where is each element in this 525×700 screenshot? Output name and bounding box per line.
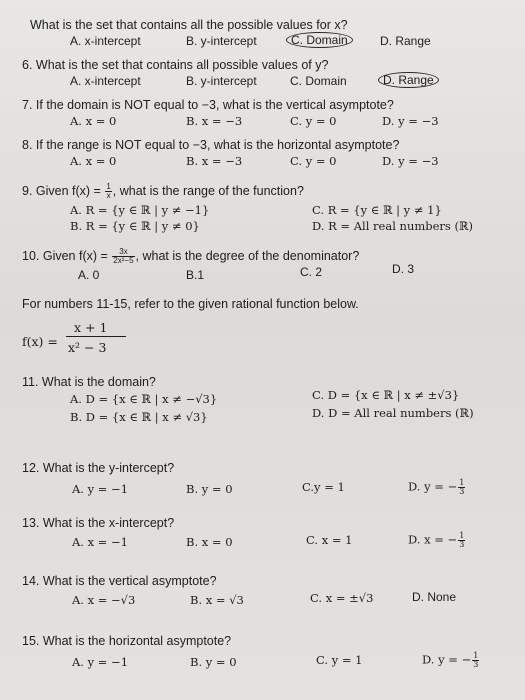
q10-prefix: 10. Given f(x) = [22,248,108,263]
q10-option-c[interactable]: C. 2 [300,265,323,279]
q12-option-a[interactable]: A. y = −1 [72,482,129,496]
q12-option-b[interactable]: B. y = 0 [186,482,233,496]
q10-fraction-numerator: 3x [112,248,134,257]
q5-option-b[interactable]: B. y-intercept [186,34,257,48]
q10-option-a[interactable]: A. 0 [78,268,100,282]
q9-option-b[interactable]: B. R = {y ∈ ℝ | y ≠ 0} [70,219,200,233]
q10-suffix: , what is the degree of the denominator? [135,248,360,263]
question-10 [22,248,359,265]
q15-option-c[interactable]: C. y = 1 [316,653,363,667]
q13-option-a[interactable]: A. x = −1 [72,535,129,549]
q9-fraction-numerator: 1 [106,182,111,191]
q10-option-d[interactable]: D. 3 [392,262,415,276]
q9-option-c[interactable]: C. R = {y ∈ ℝ | y ≠ 1} [312,203,442,217]
q7-option-a[interactable]: A. x = 0 [70,114,117,128]
function-denominator: x² − 3 [68,340,107,355]
q11-option-a[interactable]: A. D = {x ∈ ℝ | x ≠ −√3} [70,392,218,406]
q8-option-c[interactable]: C. y = 0 [290,154,337,168]
q12-option-d-fraction [458,479,465,496]
function-numerator: x + 1 [74,320,108,335]
q5-option-c-circled[interactable] [286,33,353,47]
q9-option-a[interactable]: A. R = {y ∈ ℝ | y ≠ −1} [70,203,210,217]
question-6: 6. What is the set that contains all possible values of y? [22,58,329,72]
q12-d-numerator: 1 [459,478,465,487]
q14-option-c[interactable]: C. x = ±√3 [310,591,374,605]
q14-option-a[interactable]: A. x = −√3 [72,593,136,607]
q11-option-c[interactable]: C. D = {x ∈ ℝ | x ≠ ±√3} [312,388,460,402]
q13-option-d-fraction [458,532,465,549]
q9-fraction-denominator: x [106,191,111,200]
q5-option-c[interactable]: C. Domain [286,32,353,48]
q15-option-a[interactable]: A. y = −1 [72,655,129,669]
q7-option-d[interactable]: D. y = −3 [382,114,439,128]
q10-fraction [112,248,134,265]
instruction-11-15: For numbers 11-15, refer to the given rational function below. [22,297,359,311]
question-12: 12. What is the y-intercept? [22,461,175,475]
q9-prefix: 9. Given f(x) = [22,183,101,198]
question-5: What is the set that contains all the possible values for x? [30,18,348,32]
q8-option-a[interactable]: A. x = 0 [70,154,117,168]
question-8: 8. If the range is NOT equal to −3, what is the horizontal asymptote? [22,138,400,152]
q7-option-b[interactable]: B. x = −3 [186,114,243,128]
question-7: 7. If the domain is NOT equal to −3, what is the vertical asymptote? [22,98,394,112]
q15-option-d-prefix: D. y = − [422,652,472,667]
question-14: 14. What is the vertical asymptote? [22,574,217,588]
q13-option-c[interactable]: C. x = 1 [306,533,353,547]
q6-option-d[interactable]: D. Range [378,72,439,88]
q9-fraction [105,183,111,200]
q15-d-numerator: 1 [473,651,479,660]
q6-option-d-circled[interactable] [378,73,439,87]
q8-option-b[interactable]: B. x = −3 [186,154,243,168]
function-lhs: f(x) = [22,334,58,349]
q5-option-a[interactable]: A. x-intercept [70,34,141,48]
question-15: 15. What is the horizontal asymptote? [22,634,232,648]
q14-option-d[interactable]: D. None [412,590,457,604]
function-fraction-bar [66,336,126,337]
q6-option-b[interactable]: B. y-intercept [186,74,257,88]
question-11: 11. What is the domain? [22,375,156,389]
q9-option-d[interactable]: D. R = All real numbers (ℝ) [312,219,474,233]
q12-option-d-prefix: D. y = − [408,479,458,494]
q15-option-d[interactable] [422,652,480,669]
q15-option-d-fraction [472,652,479,669]
q14-option-b[interactable]: B. x = √3 [190,593,244,607]
question-9 [22,183,304,200]
q13-option-d-prefix: D. x = − [408,532,458,547]
q13-d-numerator: 1 [459,531,465,540]
q7-option-c[interactable]: C. y = 0 [290,114,337,128]
q12-option-d[interactable] [408,479,466,496]
q9-suffix: , what is the range of the function? [112,183,304,198]
question-13: 13. What is the x-intercept? [22,516,175,530]
q13-option-b[interactable]: B. x = 0 [186,535,233,549]
q15-option-b[interactable]: B. y = 0 [190,655,237,669]
q8-option-d[interactable]: D. y = −3 [382,154,439,168]
q15-d-denominator: 3 [473,660,479,669]
q6-option-c[interactable]: C. Domain [290,74,347,88]
q6-option-a[interactable]: A. x-intercept [70,74,141,88]
q12-option-c[interactable]: C.y = 1 [302,480,345,494]
q11-option-b[interactable]: B. D = {x ∈ ℝ | x ≠ √3} [70,410,208,424]
q5-option-d[interactable]: D. Range [380,34,431,48]
q10-option-b[interactable]: B.1 [186,268,205,282]
q13-d-denominator: 3 [459,540,465,549]
q10-fraction-denominator: 2x²−5 [113,256,134,265]
q12-d-denominator: 3 [459,487,465,496]
q13-option-d[interactable] [408,532,466,549]
q11-option-d[interactable]: D. D = All real numbers (ℝ) [312,406,474,420]
